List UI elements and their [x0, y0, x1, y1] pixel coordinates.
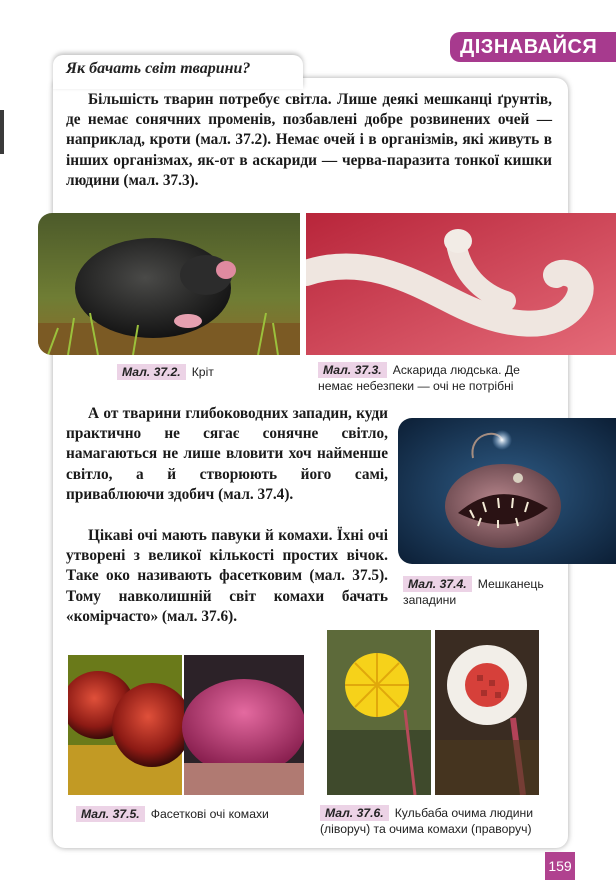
caption-label: Мал. 37.4.	[403, 576, 472, 592]
roundworm-image	[306, 213, 616, 355]
caption-text: Кульбаба очима людини (ліворуч) та очима комахи (праворуч)	[320, 806, 534, 836]
caption-37-4	[403, 576, 573, 608]
caption-text: Кріт	[191, 365, 214, 379]
roundworm-photo	[306, 213, 616, 355]
caption-37-2	[117, 364, 297, 380]
caption-text: Аскарида людська. Де немає небезпеки — очі не потрібні	[318, 363, 520, 393]
caption-text: Мешканець западини	[403, 577, 544, 607]
page-edge-marker	[0, 110, 4, 154]
paragraph-3: Цікаві очі мають павуки й комахи. Їхні очі утворені з великої кількості простих вічок. Таке око називають фасетковим (мал. 37.5). Тому навколишній світ комахи бачать «комірчасто» (мал. 37.6).	[66, 527, 388, 625]
dandelion-photo	[327, 630, 539, 795]
caption-37-5	[76, 806, 316, 822]
mole-photo	[38, 213, 300, 355]
caption-label: Мал. 37.6.	[320, 805, 389, 821]
anglerfish-image	[398, 418, 616, 564]
paragraph-1: Більшість тварин потребує світла. Лише деякі мешканці ґрунтів, де немає сонячних променів, позбавлені добре розвинених очей — наприклад, кроти (мал. 37.2). Немає очей і в організмів, які живуть в інших організмах, як-от в аскариди — черва-паразита тонкої кишки людини (мал. 37.3).	[66, 91, 552, 189]
insect-eye-photo	[68, 655, 304, 795]
section-question: Як бачать світ тварини?	[66, 60, 251, 77]
caption-label: Мал. 37.3.	[318, 362, 387, 378]
caption-37-6	[320, 805, 565, 837]
section-tag: ДІЗНАВАЙСЯ	[450, 32, 616, 62]
anglerfish-photo	[398, 418, 616, 564]
page-number: 159	[545, 852, 575, 880]
caption-label: Мал. 37.2.	[117, 364, 186, 380]
paragraph-2: А от тварини глибоководних западин, куди практично не сягає сонячне світло, намагаються не лише вловити хоч найменше світло, а й створюють його самі, приваблюючи здобич (мал. 37.4).	[66, 405, 388, 503]
dandelion-comparison-image	[327, 630, 539, 795]
caption-text: Фасеткові очі комахи	[150, 807, 269, 821]
caption-37-3	[318, 362, 558, 394]
mole-image	[38, 213, 300, 355]
caption-label: Мал. 37.5.	[76, 806, 145, 822]
compound-eyes-image	[68, 655, 304, 795]
